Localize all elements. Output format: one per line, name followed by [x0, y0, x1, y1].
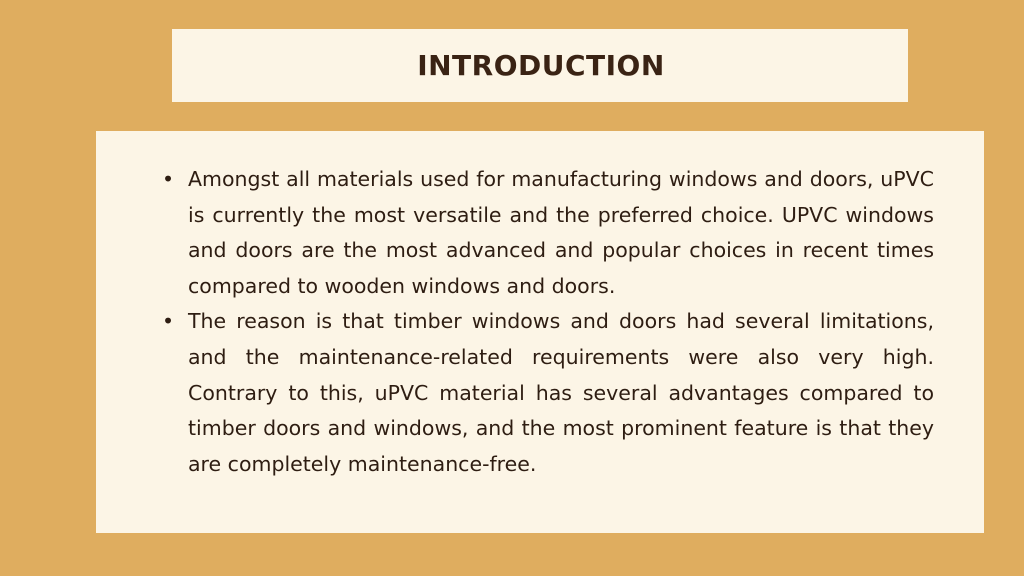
page-title: INTRODUCTION	[417, 49, 665, 82]
bullet-text: Amongst all materials used for manufacturing windows and doors, uPVC is currently the most versatile and the preferred choice. UPVC windows and doors are the most advanced and popular choices in recent times compared to wooden windows and doors.	[188, 167, 934, 298]
bullet-list	[162, 162, 934, 482]
bullet-item-reason	[162, 304, 934, 482]
bullet-icon: •	[162, 309, 175, 334]
bullet-text: The reason is that timber windows and doors had several limitations, and the maintenance-related requirements were also very high. Contrary to this, uPVC material has several advantages compared to timber doors and windows, and the most prominent feature is that they are completely maintenance-free.	[188, 309, 934, 476]
title-panel	[172, 29, 908, 102]
bullet-item-materials	[162, 162, 934, 304]
bullet-icon: •	[162, 167, 175, 191]
content-panel	[96, 131, 984, 533]
